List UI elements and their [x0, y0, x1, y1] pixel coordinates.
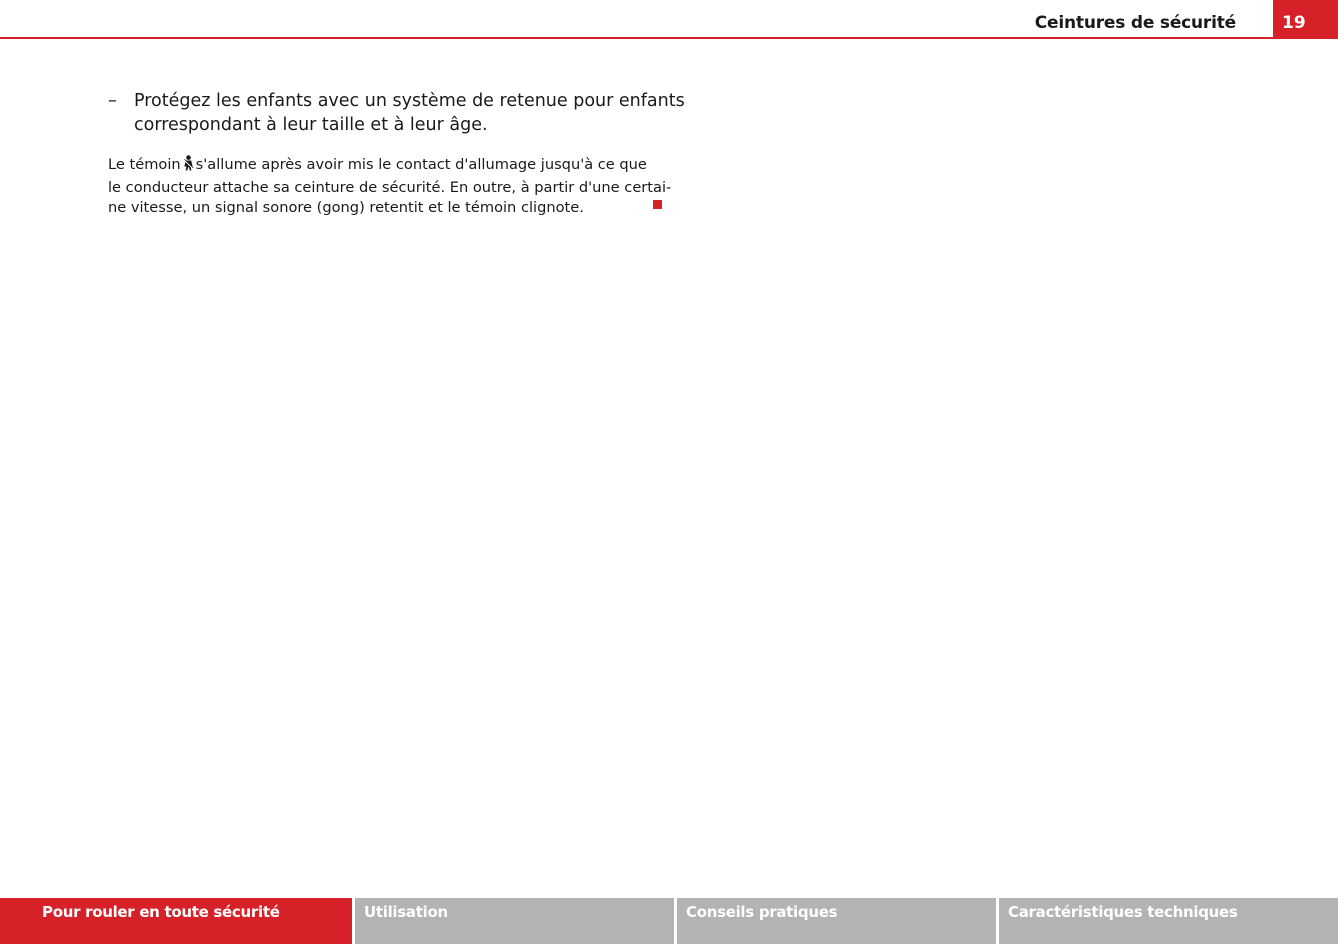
tab-pour-rouler-en-toute-securite[interactable]: Pour rouler en toute sécurité — [0, 898, 352, 944]
instruction-bullet — [108, 89, 685, 137]
paragraph-line: ne vitesse, un signal sonore (gong) retentit et le témoin clignote. — [108, 199, 584, 216]
paragraph-line: le conducteur attache sa ceinture de sécurité. En outre, à partir d'une certai- — [108, 178, 672, 196]
header-rule — [0, 37, 1338, 39]
paragraph-line — [108, 155, 668, 178]
tab-caracteristiques-techniques[interactable]: Caractéristiques techniques — [999, 898, 1338, 944]
paragraph-text: s'allume après avoir mis le contact d'allumage jusqu'à ce que — [195, 156, 647, 173]
bullet-line: correspondant à leur taille et à leur âge. — [134, 115, 488, 135]
tab-utilisation[interactable]: Utilisation — [355, 898, 674, 944]
seatbelt-warning-icon — [183, 155, 194, 178]
warning-light-paragraph — [108, 155, 672, 219]
paragraph-text: Le témoin — [108, 156, 181, 173]
tab-conseils-pratiques[interactable]: Conseils pratiques — [677, 898, 996, 944]
section-title: Ceintures de sécurité — [1034, 13, 1236, 33]
bullet-dash: – — [108, 91, 117, 111]
page-number-badge — [1273, 0, 1338, 39]
section-end-marker — [653, 200, 662, 209]
chapter-tabs — [0, 898, 1338, 944]
page-number: 19 — [1282, 13, 1306, 33]
bullet-line: Protégez les enfants avec un système de retenue pour enfants — [134, 91, 685, 111]
